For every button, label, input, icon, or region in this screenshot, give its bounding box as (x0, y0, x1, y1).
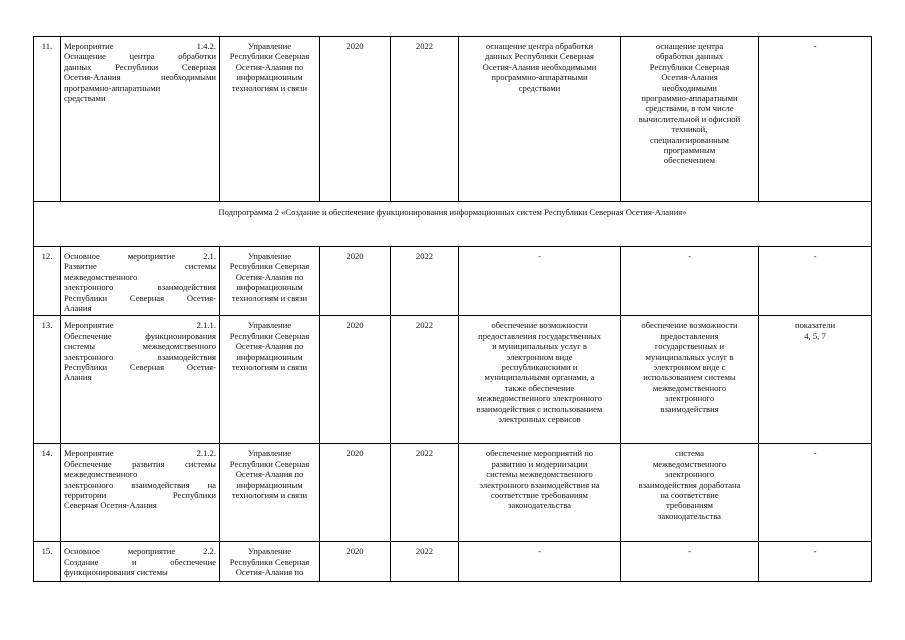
long-term-result-line: программным (663, 145, 716, 156)
activity-name-line: Мероприятие 2.1.2. (64, 448, 216, 459)
long-term-result-line: программно-аппаратными (641, 93, 738, 104)
subprogram-title: Подпрограмма 2 «Создание и обеспечение функционирования информационных систем Республики Северная Осетия-Алания» (34, 202, 872, 247)
executor (220, 316, 320, 444)
executor-line: Управление (247, 41, 292, 51)
executor-line: Осетия-Алания по (235, 271, 304, 282)
table-row (34, 444, 872, 542)
long-term-result-line: электронного (664, 393, 715, 404)
short-term-result-line: законодательства (508, 500, 571, 511)
executor-line: Управление (247, 448, 292, 459)
short-term-result-line: обеспечение возможности (491, 320, 588, 331)
indicator-link-line: - (813, 251, 817, 261)
executor (220, 37, 320, 202)
long-term-result-line: необходимыми (662, 82, 717, 93)
executor-line: Республики Северная (229, 556, 310, 567)
indicator-link (759, 247, 872, 316)
long-term-result-line: взаимодействия (660, 403, 719, 414)
executor-line: технологиям и связи (231, 490, 308, 501)
short-term-result-line: и муниципальных услуг в (492, 341, 587, 352)
long-term-result-line: электронного (664, 469, 715, 480)
executor-line: Осетия-Алания по (235, 61, 304, 72)
end-year: 2022 (391, 542, 459, 582)
activity-name-line: программно-аппаратными (64, 82, 161, 93)
short-term-result (459, 37, 621, 202)
long-term-result-line: вычислительной и офисной (638, 113, 741, 124)
executor-line: технологиям и связи (231, 362, 308, 373)
executor-line: Республики Северная (229, 330, 310, 341)
long-term-result-line: межведомственного (652, 458, 727, 469)
activity-name-line: Обеспечение развития системы (64, 458, 216, 469)
long-term-result-line: Осетия-Алания (661, 72, 718, 83)
activity-name-line: территории Республики (64, 490, 216, 501)
start-year: 2020 (320, 542, 391, 582)
table-row (34, 316, 872, 444)
row-number: 12. (34, 247, 61, 316)
short-term-result-line: соответствие требованиям (491, 490, 588, 501)
activity-name-line: Мероприятие 1.4.2. (64, 41, 216, 51)
long-term-result (621, 247, 759, 316)
executor-line: Управление (247, 546, 292, 557)
long-term-result (621, 542, 759, 582)
indicator-link (759, 316, 872, 444)
indicator-link-line: - (813, 546, 817, 557)
indicator-link-line: - (813, 41, 817, 51)
short-term-result-line: оснащение центра обработки (485, 41, 594, 51)
activity-name-line: Основное мероприятие 2.1. (64, 251, 216, 261)
short-term-result-line: средствами (518, 82, 561, 93)
activity-name-line: межведомственного (64, 271, 138, 282)
long-term-result-line: на соответствие (660, 490, 719, 501)
row-number: 14. (34, 444, 61, 542)
long-term-result-line: государственных и (654, 341, 725, 352)
long-term-result-line: предоставления (660, 330, 719, 341)
executor-line: Осетия-Алания по (235, 469, 304, 480)
long-term-result-line: межведомственного (652, 382, 727, 393)
executor (220, 444, 320, 542)
executor (220, 542, 320, 582)
executor-line: Республики Северная (229, 458, 310, 469)
long-term-result-line: взаимодействия доработана (638, 479, 741, 490)
executor-line: информационным (236, 282, 303, 293)
short-term-result-line: развитию и модернизации (491, 458, 588, 469)
long-term-result (621, 37, 759, 202)
long-term-result-line: обработки данных (655, 51, 724, 62)
short-term-result-line: муниципальными органами, а (484, 372, 595, 383)
program-activities-table (33, 36, 872, 582)
short-term-result-line: - (538, 546, 541, 557)
end-year: 2022 (391, 444, 459, 542)
short-term-result-line: взаимодействия с использованием (476, 403, 603, 414)
long-term-result-line: система (675, 448, 704, 459)
short-term-result-line: - (538, 251, 541, 261)
row-number: 13. (34, 316, 61, 444)
activity-name-line: Основное мероприятие 2.2. (64, 546, 216, 557)
long-term-result (621, 316, 759, 444)
long-term-result-line: оснащение центра (655, 41, 724, 51)
executor-line: Республики Северная (229, 261, 310, 272)
subprogram-header-row (34, 202, 872, 247)
executor-line: Республики Северная (229, 51, 310, 62)
activity-name-line: Республики Северная Осетия- (64, 292, 216, 303)
activity-name-line: системы межведомственного (64, 341, 216, 352)
short-term-result (459, 316, 621, 444)
executor-line: Управление (247, 251, 292, 261)
long-term-result-line: законодательства (658, 510, 721, 521)
end-year: 2022 (391, 37, 459, 202)
short-term-result-line: предоставления государственных (478, 330, 601, 341)
end-year: 2022 (391, 316, 459, 444)
activity-name (61, 444, 220, 542)
short-term-result-line: обеспечение мероприятий по (485, 448, 594, 459)
long-term-result-line: муниципальных услуг в (645, 351, 734, 362)
indicator-link (759, 444, 872, 542)
start-year: 2020 (320, 37, 391, 202)
short-term-result-line: межведомственного электронного (477, 393, 602, 404)
long-term-result-line: - (688, 251, 691, 261)
short-term-result-line: электронных сервисов (498, 414, 581, 425)
executor-line: Осетия-Алания по (235, 341, 304, 352)
indicator-link-line: 4, 5, 7 (804, 330, 826, 341)
long-term-result-line: - (688, 546, 691, 557)
activity-name-line: электронного взаимодействия на (64, 479, 216, 490)
short-term-result-line: программно-аппаратными (491, 72, 588, 83)
end-year: 2022 (391, 247, 459, 316)
short-term-result-line: данных Республики Северная (485, 51, 594, 62)
short-term-result-line: Осетия-Алания необходимыми (482, 61, 597, 72)
activity-name (61, 542, 220, 582)
long-term-result-line: средствами, в том числе (645, 103, 734, 114)
long-term-result-line: использованием системы (643, 372, 736, 383)
activity-name-line: межведомственного (64, 469, 138, 480)
long-term-result-line: электронном виде с (653, 362, 726, 373)
row-number: 15. (34, 542, 61, 582)
activity-name-line: Республики Северная Осетия- (64, 362, 216, 373)
activity-name-line: данных Республики Северная (64, 61, 216, 72)
executor-line: информационным (236, 351, 303, 362)
long-term-result (621, 444, 759, 542)
short-term-result (459, 542, 621, 582)
table-body (34, 37, 872, 582)
executor-line: информационным (236, 72, 303, 83)
executor-line: информационным (236, 479, 303, 490)
activity-name-line: Обеспечение функционирования (64, 330, 216, 341)
activity-name-line: Алания (64, 372, 92, 383)
activity-name-line: Развитие системы (64, 261, 216, 272)
activity-name-line: Создание и обеспечение (64, 556, 216, 567)
start-year: 2020 (320, 316, 391, 444)
executor-line: технологиям и связи (231, 292, 308, 303)
start-year: 2020 (320, 444, 391, 542)
activity-name-line: Оснащение центра обработки (64, 51, 216, 62)
activity-name-line: Алания (64, 303, 92, 314)
indicator-link-line: показатели (794, 320, 836, 331)
short-term-result-line: также обеспечение (504, 382, 575, 393)
activity-name-line: электронного взаимодействия (64, 351, 216, 362)
row-number: 11. (34, 37, 61, 202)
long-term-result-line: специализированным (650, 134, 729, 145)
activity-name (61, 316, 220, 444)
executor (220, 247, 320, 316)
long-term-result-line: требованиям (666, 500, 713, 511)
activity-name-line: функционирования системы (64, 567, 168, 578)
activity-name (61, 247, 220, 316)
short-term-result-line: республиканскими и (501, 362, 578, 373)
short-term-result-line: системы межведомственного (486, 469, 593, 480)
long-term-result-line: обеспечение возможности (641, 320, 738, 331)
activity-name-line: средствами (64, 93, 106, 104)
long-term-result-line: обеспечением (663, 155, 716, 166)
activity-name-line: Осетия-Алания необходимыми (64, 72, 216, 83)
executor-line: Осетия-Алания по (235, 567, 304, 578)
activity-name-line: электронного взаимодействия (64, 282, 216, 293)
indicator-link (759, 37, 872, 202)
start-year: 2020 (320, 247, 391, 316)
short-term-result-line: электронного взаимодействия на (479, 479, 600, 490)
activity-name (61, 37, 220, 202)
long-term-result-line: Республики Северная (649, 61, 730, 72)
document-page (33, 36, 871, 582)
table-row (34, 37, 872, 202)
short-term-result-line: электронном виде (506, 351, 573, 362)
table-row (34, 542, 872, 582)
activity-name-line: Северная Осетия-Алания (64, 500, 157, 511)
executor-line: Управление (247, 320, 292, 331)
indicator-link-line: - (813, 448, 817, 459)
table-row (34, 247, 872, 316)
short-term-result (459, 444, 621, 542)
executor-line: технологиям и связи (231, 82, 308, 93)
short-term-result (459, 247, 621, 316)
long-term-result-line: техникой, (671, 124, 708, 135)
indicator-link (759, 542, 872, 582)
activity-name-line: Мероприятие 2.1.1. (64, 320, 216, 331)
